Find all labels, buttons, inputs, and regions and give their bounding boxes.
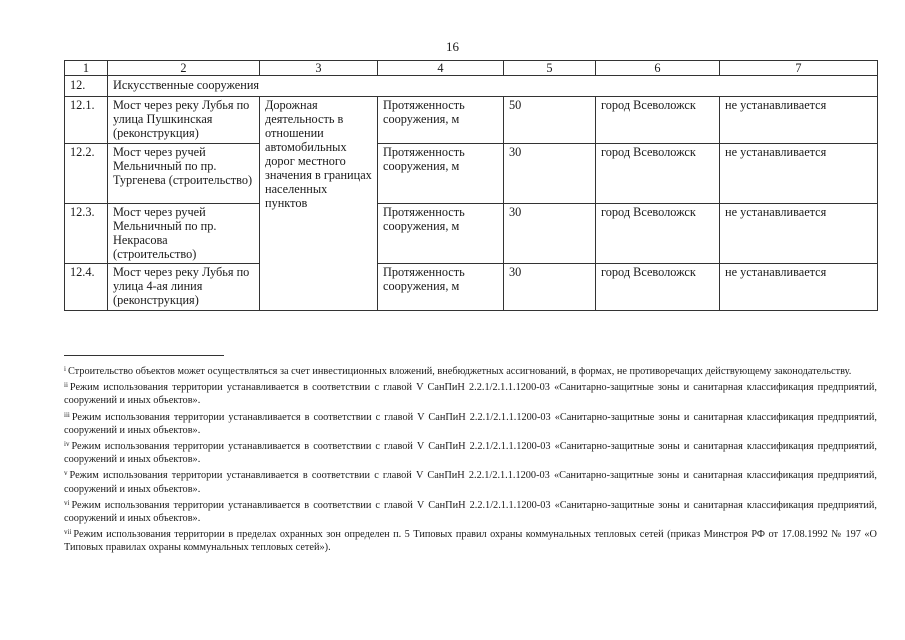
location: город Всеволожск [596, 204, 720, 264]
column-header: 1 [65, 61, 108, 76]
table-row [65, 144, 878, 204]
value: 30 [504, 204, 596, 264]
row-number: 12.3. [65, 204, 108, 264]
column-header: 7 [720, 61, 878, 76]
value: 50 [504, 97, 596, 144]
object-name: Мост через реку Лубья по улица Пушкинская (реконструкция) [108, 97, 260, 144]
location: город Всеволожск [596, 144, 720, 204]
header-row [65, 61, 878, 76]
column-header: 4 [378, 61, 504, 76]
zone: не устанавливается [720, 264, 878, 311]
footnote-mark: iii [64, 410, 70, 419]
column-header: 3 [260, 61, 378, 76]
activity-type: Дорожная деятельность в отношении автомобильных дорог местного значения в границах населенных пунктов [260, 97, 378, 311]
value: 30 [504, 144, 596, 204]
footnote-text: Режим использования территории устанавливается в соответствии с главой V СанПиН 2.2.1/2.1.1.1200-03 «Санитарно-защитные зоны и санитарная классификация предприятий, сооружений и иных объектов». [64, 470, 877, 495]
footnote [64, 409, 877, 437]
object-name: Мост через реку Лубья по улица 4-ая линия (реконструкция) [108, 264, 260, 311]
section-title: Искусственные сооружения [108, 76, 878, 97]
footnote-text: Режим использования территории в пределах охранных зон определен п. 5 Типовых правил охраны коммунальных тепловых сетей (приказ Минстроя РФ от 17.08.1992 № 197 «О Типовых правилах охраны коммунальных тепловых сетей»). [64, 529, 877, 554]
parameter: Протяженность сооружения, м [378, 264, 504, 311]
footnote-mark: i [64, 365, 66, 373]
footnote-mark: vi [64, 498, 70, 507]
row-number: 12.1. [65, 97, 108, 144]
objects-table [64, 60, 878, 311]
footnote-text: Строительство объектов может осуществляться за счет инвестиционных вложений, внебюджетных ассигнований, в формах, не противоречащих действующему законодательству. [67, 366, 852, 377]
column-header: 5 [504, 61, 596, 76]
footnote [64, 526, 877, 554]
column-header: 6 [596, 61, 720, 76]
zone: не устанавливается [720, 97, 878, 144]
page-number: 16 [446, 39, 459, 54]
location: город Всеволожск [596, 264, 720, 311]
footnote-mark: ii [64, 381, 68, 390]
footnote-separator [64, 355, 224, 356]
footnote-mark: v [64, 469, 68, 478]
footnote [64, 363, 877, 378]
value: 30 [504, 264, 596, 311]
table-row [65, 97, 878, 144]
footnote-mark: vii [64, 528, 72, 537]
footnote-text: Режим использования территории устанавливается в соответствии с главой V СанПиН 2.2.1/2.1.1.1200-03 «Санитарно-защитные зоны и санитарная классификация предприятий, сооружений и иных объектов». [64, 411, 877, 436]
footnote [64, 379, 877, 407]
object-name: Мост через ручей Мельничный по пр. Некрасова (строительство) [108, 204, 260, 264]
table-row [65, 204, 878, 264]
zone: не устанавливается [720, 204, 878, 264]
footnote [64, 438, 877, 466]
row-number: 12.2. [65, 144, 108, 204]
footnote-text: Режим использования территории устанавливается в соответствии с главой V СанПиН 2.2.1/2.1.1.1200-03 «Санитарно-защитные зоны и санитарная классификация предприятий, сооружений и иных объектов». [64, 382, 877, 407]
footnote [64, 467, 877, 495]
section-number: 12. [65, 76, 108, 97]
footnote-text: Режим использования территории устанавливается в соответствии с главой V СанПиН 2.2.1/2.1.1.1200-03 «Санитарно-защитные зоны и санитарная классификация предприятий, сооружений и иных объектов». [64, 499, 877, 525]
column-header: 2 [108, 61, 260, 76]
zone: не устанавливается [720, 144, 878, 204]
row-number: 12.4. [65, 264, 108, 311]
footnote-text: Режим использования территории устанавливается в соответствии с главой V СанПиН 2.2.1/2.1.1.1200-03 «Санитарно-защитные зоны и санитарная классификация предприятий, сооружений и иных объектов». [64, 441, 877, 466]
parameter: Протяженность сооружения, м [378, 204, 504, 264]
location: город Всеволожск [596, 97, 720, 144]
parameter: Протяженность сооружения, м [378, 97, 504, 144]
footnote-mark: iv [64, 440, 70, 449]
table-row [65, 264, 878, 311]
section-row [65, 76, 878, 97]
footnote [64, 497, 877, 525]
parameter: Протяженность сооружения, м [378, 144, 504, 204]
footnotes [64, 363, 877, 556]
object-name: Мост через ручей Мельничный по пр. Тургенева (строительство) [108, 144, 260, 204]
